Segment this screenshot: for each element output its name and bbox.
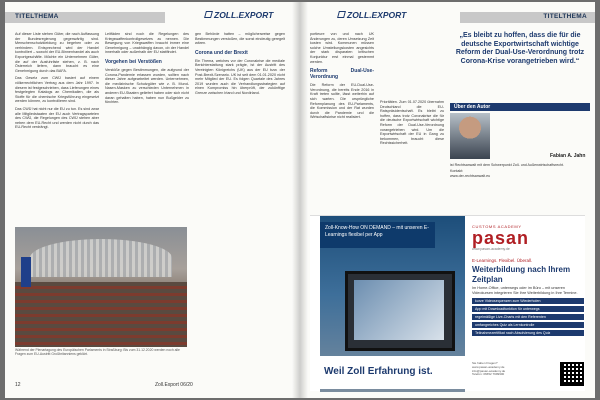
logo-mark-icon (337, 11, 346, 18)
ad-copy (472, 258, 584, 338)
section-heading: Reform Dual-Use-Verordnung (310, 68, 374, 81)
logo-mark-icon (204, 11, 213, 18)
magazine-issue: Zoll.Export 06/20 (155, 382, 193, 388)
eu-flag-icon (21, 257, 31, 287)
section-label: TITELTHEMA (15, 13, 59, 20)
ad-contact: Sie haben Fragen? www.pasan-academy.de info@pasan-academy.de Telefon: 06652 7999900 (472, 361, 506, 377)
article-column-1: Auf dieser Liste stehen Güter, die nach Auffassung der Bundesregierung gegenwärtig sind. Menschenschutzkleidung zu begehen oder zu verhindern. Entsprechend wird der Handel kontrolliert – sowohl der EU-Binnenhandel als auch Exportgeschäfte. Möchte ein Unternehmen Güter, die auf der Ausfuhrliste stehen, z. B. nach Österreich liefern, dann braucht es eine Genehmigung durch das BAFA. Das Gesetz zum CWÜ basiert auf einem völkerrechtlichen Vertrag aus dem Jahr 1997. In diesem ist festgeschrieben, dass Lieferungen eines festgelegten Katalogs an Chemikalien, die als Stoffe für die chemische Kriegsführung eingesetzt werden können, zu kontrollieren sind. Das CWÜ hat nicht nur die EU zu tun. Es sind zwar alle Mitgliedstaaten der EU auch Vertragsparteien des CWÜ, die Regelungen des CWÜ stehen aber neben dem EU-Recht und werden nicht durch das EU-Recht verdrängt. (15, 32, 99, 130)
ad-brand-logo: CUSTOMS ACADEMY pasan www.pasan-academy.de (472, 224, 530, 251)
section-heading: Vorgehen bei Verstößen (105, 58, 162, 65)
ad-bullet: App mit Downloadfunktion für unterwegs (472, 306, 584, 312)
section-header-bar (460, 12, 595, 23)
ad-bullet: Teilnahmezertifikat nach Absolvierung des Quiz (472, 330, 584, 336)
section-header-bar (5, 12, 165, 23)
author-name: Fabian A. Jahn (550, 153, 586, 159)
ad-bullet: umfangreiches Quiz als Lernkontrolle (472, 322, 584, 328)
ad-bubble: Zoll-Know-How ON DEMAND – mit unseren E-Learnings flexibel per App (320, 222, 435, 248)
ad-headline: Weiterbildung nach Ihrem Zeitplan (472, 265, 571, 284)
author-avatar (450, 113, 490, 159)
author-box (450, 103, 590, 178)
author-contact: Kontakt: www.der-rechtsanwalt.eu (450, 169, 491, 178)
magazine-spread (5, 2, 595, 398)
ad-bullet: regelmäßige Live-Charts mit den Referenten (472, 314, 584, 320)
photo-caption: Während der Plenartagung des Europäischen Parlaments in Straßburg: Bis zum 31.12.2020 werden noch alle Fragen zum EU-Austritt Großbritanniens geklärt. (15, 348, 180, 356)
magazine-logo: ZOLL.EXPORT (205, 10, 273, 20)
article-column-3: gen Behörde hatten – möglicherweise gegen Bestimmungen verstoßen, die sonst eindeutig geregelt wären. Corona und der Brexit Ein Thema, welches vor der Coronakrise die mediale Berichterstattung stark prägte, ist der Austritt des Vereinigten Königreichs (UK) aus der EU bzw. der Post-Brexit-Szenario. UK ist seit dem 01.01.2020 nicht mehr Mitglied der EU. Es folgen Quartale des Jahres 2019 wurden auch die Verhandlungsstrategien auf einen Kompromiss hin überprüft, der zukünftige Grenze zwischen Irland und Nordirland. (195, 32, 285, 95)
article-column-2: Prioritäten. Zum 01.07.2020 übernahm Deutschland die EU-Ratspräsidentschaft. Es bleibt zu hoffen, dass trotz Coronakrise die für die deutsche Exportwirtschaft wichtige Reform der Dual-Use-Verordnung vorangetrieben wird. Um die Exportwirtschaft der EU in Gang zu bekommen, braucht diese Rechtssicherheit. (380, 100, 444, 146)
article-column-1: portieure von und nach UK Änderungen zu, deren Umsetzung Zeit kosten wird. Kommunen müssen solche Umstellungskosten angesichts der stark disparaten kritischen Konjunktur erst einmal gestemmt werden. Reform Dual-Use-Verordnung Die Reform der EU-Dual-Use-Verordnung, die bereits Ende 2016 in Kraft treten sollte, lässt weiterhin auf sich warten. Die ursprüngliche Reformplanung des EU-Parlaments, die Kommission und der Rat wurden durch die Pandemie und die Wirtschaftskrise nicht realisiert. (310, 32, 374, 120)
parliament-photo (15, 227, 187, 347)
author-bio: ist Rechtsanwalt mit dem Schwerpunkt Zoll- und Außenwirtschaftsrecht. (450, 163, 565, 167)
pull-quote: „Es bleibt zu hoffen, dass die für die deutsche Exportwirtschaft wichtige Reform der Dual-Use-Verordnung trotz Corona-Krise vorangetrieben wird.“ (455, 32, 585, 65)
article-column-2: Leitfäden sind noch die Regelungen des Kriegswaffenkontrollgesetzes zu nennen. Die Bewegung von Kriegswaffen braucht immer eine Genehmigung – unabhängig davon, ob der Handel innerhalb oder außerhalb der EU stattfindet. Vorgehen bei Verstößen Verstöße gegen Bestimmungen, die aufgrund der Corona-Pandemie erlassen wurden, sollten nach dieser Jahre aufgearbeitet werden. Unternehmen, die medizinische Schutzgüter wie z. B. Mund-Nasen-Masken zu verschieden Unternehmen in anderen EU-Staaten geliefert haben oder sich nicht daran gehalten haben, haben nun Bußgelder zu fürchten. (105, 32, 189, 105)
magazine-logo: ZOLL.EXPORT (338, 10, 406, 20)
ad-description: Im Home-Office, unterwegs oder im Büro – mit unseren Videokursen integrieren Sie Ihre Weiterbildung in Ihre Termine. (472, 286, 578, 295)
page-number: 12 (15, 382, 21, 388)
advertisement[interactable] (310, 215, 585, 391)
author-box-title: Über den Autor (450, 103, 590, 111)
section-heading: Corona und der Brexit (195, 49, 248, 56)
qr-code-icon[interactable] (560, 362, 584, 386)
ad-bullet: kurze Videosequenzen zum Wiederholen (472, 298, 584, 304)
section-label: TITELTHEMA (543, 13, 587, 20)
ad-tagline: Weil Zoll Erfahrung ist. (320, 356, 465, 389)
laptop-icon (345, 271, 455, 351)
ad-kicker: E-Learnings. Flexibel. Überall. (472, 258, 533, 263)
right-page (300, 2, 595, 398)
page-gutter (292, 2, 308, 398)
left-page (5, 2, 300, 398)
